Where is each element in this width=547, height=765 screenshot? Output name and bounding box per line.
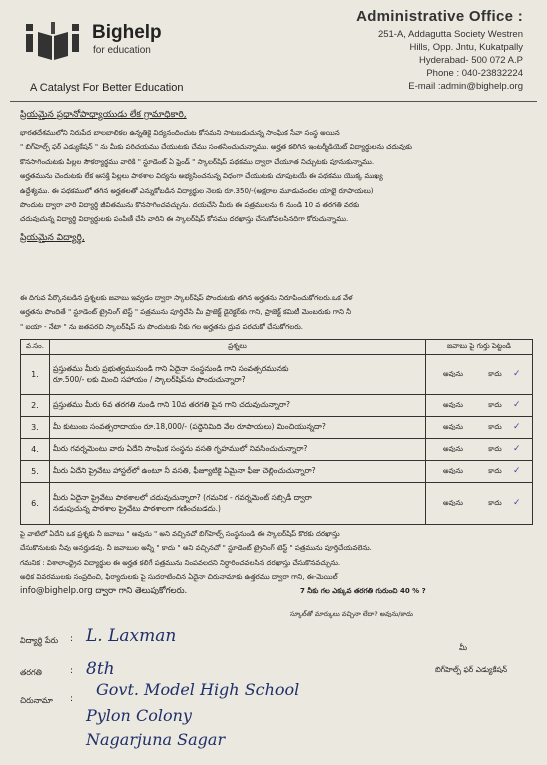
answer-cell[interactable]: [426, 483, 533, 525]
question-text: నడుపుచున్న పాఠశాల ప్రైవేటు పాఠశాలగా గణించబడదు.): [53, 503, 221, 513]
no-option[interactable]: కాదు: [488, 423, 502, 431]
office-email: E-mail :admin@bighelp.org: [408, 81, 523, 92]
question-text: మీరు ఏదేని ప్రైవేటు హాస్టల్‌లో ఉంటూ నీ వసతి, ఫీజ్యూటికై ఏమైనా ఫీజు చెల్లించుచున్నారా?: [50, 461, 426, 483]
instructions-paragraph: [20, 527, 535, 585]
row-number: 5.: [21, 461, 50, 483]
row-number: 4.: [21, 439, 50, 461]
yes-option[interactable]: అవును: [443, 499, 463, 507]
office-address: [356, 8, 523, 93]
student-name-label: విద్యార్థి పేరు: [20, 636, 59, 645]
class-separator: :: [70, 666, 74, 676]
brand-subtitle: for education: [93, 45, 151, 56]
col-answer: జవాబు పై గుర్తు పెట్టండి: [426, 340, 533, 355]
row-number: 2.: [21, 395, 50, 417]
bighelp-logo: [24, 20, 84, 64]
table-row: [21, 395, 533, 417]
salutation-student: ప్రియమైన విద్యార్థి,: [20, 233, 85, 243]
address-line[interactable]: Nagarjuna Sagar: [86, 730, 226, 749]
paragraph-line: చదువుచున్న విద్యార్థి విద్యార్థులకు పంపిణీ చేసి వారిని ఈ స్కాలర్‌షిప్ కోసము దరఖాస్తు చేసుకోవలసినదిగా కోరుచున్నాము.: [20, 215, 349, 224]
table-row: [21, 461, 533, 483]
address-label: చిరునామా: [20, 696, 53, 705]
question-text: మీ కుటుంబ సంవత్సరాదాయం రూ.18,000/- (పద్దెనిమిది వేల రూపాయలు) మించియున్నదా?: [50, 417, 426, 439]
class-label: తరగతి: [20, 668, 42, 677]
no-option[interactable]: కాదు: [488, 467, 502, 475]
paragraph-line: గమనిక : విశాలాంధ్రైన విద్యార్థుల ఈ అర్హత కలిగే పత్రమును నింపవలదని నిర్ధారించవలసిన దరఖాస్తు చేసుకొనవచ్చును.: [20, 558, 341, 567]
paragraph-line: భారతదేశములోని నిరుపేద బాలబాలికల ఉన్నతికై విద్యనందించుట కోసమని సాటబడుచున్న సాంఘిక సేవా సంస్థ అయిన: [20, 129, 340, 137]
paragraph-line: ఈ దిగువ పేర్కొనబడిన ప్రశ్నలకు జవాబు ఇవ్వడం ద్వారా స్కాలర్‌షిప్ పొందుటకు తగిన అర్హతను నిరూపించుకోగలరు.ఒక వేళ: [20, 294, 353, 302]
check-mark-icon: ✓: [513, 369, 521, 379]
address-line[interactable]: Govt. Model High School: [96, 680, 300, 699]
question-text: మీరు గవర్నమెంటు వారు ఏదేని సాంఘిక సంస్థను వసతి గృహములో నివసించుచున్నారా?: [50, 439, 426, 461]
class-field[interactable]: 8th: [86, 659, 115, 679]
office-line: 251-A, Addagutta Society Westren: [377, 29, 523, 40]
check-mark-icon: ✓: [513, 466, 521, 476]
no-option[interactable]: కాదు: [488, 370, 502, 378]
check-mark-icon: ✓: [513, 400, 521, 410]
header-divider: [10, 101, 537, 102]
salutation-headmaster: ప్రియమైన ప్రధానోపాధ్యాయుడు లేక గ్రామాధికారి,: [20, 110, 187, 120]
paragraph-line: పొందుట ద్వారా వారి విద్యార్థి జీవితమును కొనసాగించవచ్చును. దయచేసి మీరు ఈ పత్రములను 6 నుండి 10 వ తరగతి వరకు: [20, 201, 360, 210]
organisation-signature: బిగ్‌హెల్ప్ ఫర్ ఎడ్యుకేషన్: [434, 665, 507, 674]
name-separator: :: [70, 634, 74, 644]
paragraph-line: అర్హతమును చెందుటకు లేక ఆసక్తి పిల్లలు పాఠశాల విద్యను అభ్యసించనున్న విధంగా చేయుటకు చూపుటయే ఈ పథకము యొక్క ముఖ్య: [20, 172, 383, 181]
marks-note: 7 నీకు గల ఎక్కువ తరగతి గురుంచి 40 % ?: [300, 587, 426, 595]
office-line: Hills, Opp. Jntu, Kukatpally: [409, 42, 523, 53]
check-mark-icon: ✓: [513, 422, 521, 432]
answer-cell[interactable]: [426, 395, 533, 417]
col-questions: ప్రశ్నలు: [50, 340, 426, 355]
paragraph-line: పై వాటిలో ఏదేని ఒక ప్రశ్నకు నీ జవాబు " అవును " అని వచ్చినచో బిగ్‌హెల్ప్ సంస్థనుండి ఈ స్కాలర్‌షిప్ కొరకు దరఖాస్తు: [20, 530, 340, 538]
marks-note-2: స్కూల్‌తో మార్కులు వచ్చినా లేదా? అవును/కాదు: [290, 610, 413, 618]
office-title: Administrative Office :: [356, 8, 523, 25]
address-line[interactable]: Pylon Colony: [86, 706, 192, 725]
answer-cell[interactable]: [426, 461, 533, 483]
answer-cell[interactable]: [426, 417, 533, 439]
table-row: [21, 483, 533, 525]
question-text: ప్రస్తుతము మీరు 6వ తరగతి నుండి గాని 10వ తరగతి పైన గాని చదువుచున్నారా?: [50, 395, 426, 417]
yes-option[interactable]: అవును: [443, 370, 463, 378]
paragraph-line: అర్హతను పొందితే " స్టూడెంట్ ట్రైనింగ్ టెస్ట్ " పత్రమును పూర్తిచేసి మీ ప్రాజెక్ట్ డైరెక్టర్‌కు గాని, ప్రాజెక్ట్ కమిటీ మెంబరుకు గాని నీ: [20, 308, 352, 317]
student-paragraph: [20, 291, 535, 334]
answer-cell[interactable]: [426, 439, 533, 461]
question-cell: [50, 483, 426, 525]
check-mark-icon: ✓: [513, 498, 521, 508]
check-mark-icon: ✓: [513, 444, 521, 454]
paragraph-line: " ఐయా - నేటా " ను జతపరచి స్కాలర్‌షిప్ ను పొందుటకు నీకు గల అర్హతను ద్రువ పరచుకో చేసుకోగలరు.: [20, 322, 304, 331]
row-number: 6.: [21, 483, 50, 525]
no-option[interactable]: కాదు: [488, 499, 502, 507]
brand-name: Bighelp: [92, 22, 162, 43]
intro-paragraph: [20, 126, 535, 227]
office-line: Hyderabad- 500 072 A.P: [418, 55, 523, 66]
no-option[interactable]: కాదు: [488, 445, 502, 453]
office-phone: Phone : 040-23832224: [426, 68, 523, 79]
yes-option[interactable]: అవును: [443, 401, 463, 409]
yes-option[interactable]: అవును: [443, 445, 463, 453]
no-option[interactable]: కాదు: [488, 401, 502, 409]
paragraph-line: " బిగ్‌హెల్ప్ ఫర్ ఎడ్యుకేషన్ " ను మీకు పరిచయము చేయుటకు చేము సంతసించుచున్నాము. అర్హత కలిగిన ఇంటర్మీడియెట్ విద్యార్థులను చదువుకు: [20, 143, 412, 152]
table-row: [21, 439, 533, 461]
table-header-row: [21, 340, 533, 355]
row-number: 1.: [21, 355, 50, 395]
col-serial: వ.సం.: [21, 340, 50, 355]
address-separator: :: [70, 694, 74, 704]
question-text: మీరు ఏదైనా ప్రైవేటు పాఠశాలలో చదువుచున్నారా? (గమనిక - గవర్నమెంట్ సబ్సిడీ ద్వారా: [53, 492, 312, 502]
student-name-field[interactable]: L. Laxman: [86, 626, 177, 646]
yes-option[interactable]: అవును: [443, 467, 463, 475]
question-cell: [50, 355, 426, 395]
paragraph-line: కొనసాగించుటకు పిల్లల సౌకర్యార్థము వారికి " స్టూడెంట్ ఏ ఫ్రెండ్ " స్కాలర్‌షిప్ పథకము ద్వారా చేయూత నిచ్చుటకు పూనుకున్నాము.: [20, 157, 375, 166]
contact-email-line: info@bighelp.org ద్వారా గాని తెలుపుకోగలరు.: [20, 586, 188, 596]
yes-option[interactable]: అవును: [443, 423, 463, 431]
question-text: రూ.500/- లకు మించి సహాయం / స్కాలర్‌షిప్‌ను పొందుచున్నారా?: [53, 374, 246, 384]
paragraph-line: ఉద్దేశ్యము. ఈ పథకములో తగిన అర్హతలతో ఎన్నుకోబడిన విద్యార్థుల నెలకు రూ.350/-(అక్షరాల మూడువందల యాభై రూపాయలు): [20, 186, 374, 195]
eligibility-table: [20, 339, 533, 525]
question-text: ప్రస్తుతము మీరు ప్రభుత్వమునుండి గాని ఏదైనా సంస్థనుండి గాని సంవత్సరమునకు: [53, 363, 289, 373]
tagline: A Catalyst For Better Education: [30, 82, 184, 94]
row-number: 3.: [21, 417, 50, 439]
table-row: [21, 355, 533, 395]
paragraph-line: అధిక వివరములకు సంప్రదించి, ఫిర్యాదులకు పై సుదరాటించిన ఏదైనా చిరునామాకు ఉత్తరము ద్వారా గాని, ఈ-మెయిల్: [20, 573, 338, 582]
table-row: [21, 417, 533, 439]
signature-mark: మీ: [459, 643, 467, 652]
answer-cell[interactable]: [426, 355, 533, 395]
paragraph-line: చేసుకొనుటకు నీవు అనర్హుడవు. నీ జవాబుల అన్నీ " కాదు " అని వచ్చినచో " స్టూడెంట్ ట్రైనింగ్ టెస్ట్ " పత్రమును పూర్తిచేయవలెను.: [20, 544, 372, 553]
